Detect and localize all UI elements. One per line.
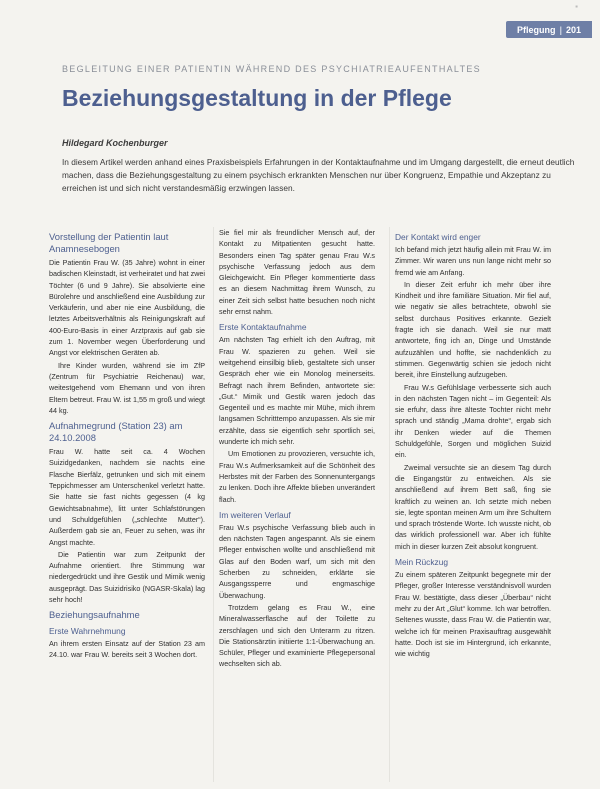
section-label: Pflegung (516, 24, 556, 35)
paragraph: Trotzdem gelang es Frau W., eine Mineralwasserflasche auf der Toilette zu zerschlagen und sich den Unterarm zu ritzen. Die Stationsärztin initiierte 1:1-Überwachung an. Schüler, Pfleger und examinierte Pflegepersonal wechselten sich ab. (219, 602, 375, 669)
paragraph: Zweimal versuchte sie an diesem Tag durch die Eingangstür zu entweichen. Als sie anschließend auf ihrem Bett saß, fing sie kraftlich zu weinen an. Ich setzte mich neben sie, legte spontan meinen Arm um ihre Schultern und sprach tröstende Worte. Ich wusste nicht, ob das wirklich professionell war. Aber ich fühlte mich in dieser kurzen Zeit absolut kongruent. (395, 462, 551, 551)
column-1 (49, 227, 205, 661)
column-divider (213, 227, 214, 782)
paragraph: Um Emotionen zu provozieren, versuchte ich, Frau W.s Aufmerksamkeit auf die Schönheit des Herbstes mit der Farben des Sonnenuntergangs zu lenken. Doch ihre Affekte blieben unverändert flach. (219, 449, 375, 504)
paragraph: Zu einem späteren Zeitpunkt begegnete mir der Pfleger, großer Interesse verständnisvoll wurden Frau W. bestätigte, dass dieser „Überbau“ nicht mehr zu der Art „Glut“ komme. Ich war betroffen. Seltenes wusste, dass Frau W. die Patientin war, welche ich für meinen Praxisauftrag ausgewählt hatte. Doch ist sie im Hintergrund, ich erkannte, wie wichtig (395, 570, 551, 659)
paragraph: Ihre Kinder wurden, während sie im ZfP (Zentrum für Psychiatrie Reichenau) war, weitestgehend vom Ehemann und von ihren Eltern betreut. Frau W. ist 1,55 m groß und wiegt 44 kg. (49, 360, 205, 415)
column-2 (219, 227, 375, 671)
paragraph: Sie fiel mir als freundlicher Mensch auf, der Kontakt zu Mitpatienten gesucht hatte. Besonders einen Tag später genau Frau W.s psychische Verfassung jedoch aus dem Gleichgewicht. Ein Pfleger kommentierte dass es an diesem Nachmittag ihrem Wunsch, zu einer Zeit sich selbst hatte besuchen noch nicht sehr ernst nahm. (219, 228, 375, 317)
paragraph: In dieser Zeit erfuhr ich mehr über ihre Kindheit und ihre familiäre Situation. Mir fiel auf, wie negativ sie alles betrachtete, obwohl sie selbst durchaus Positives erkannte. Gezielt fragte ich sie danach. Weil sie nur matt antwortete, fing ich an, Dinge und Umstände aufzuzählen und hoffte, sie nachdenklich zu stimmen. Gegenwärtig schien sie jedoch nicht bereit, ihre Einstellung aufzugeben. (395, 279, 551, 380)
subsection-heading: Der Kontakt wird enger (395, 232, 481, 242)
article-author: Hildegard Kochenburger (62, 138, 168, 148)
paragraph: An ihrem ersten Einsatz auf der Station 23 am 24.10. war Frau W. bereits seit 3 Wochen dort. (49, 638, 205, 660)
section-heading: Beziehungsaufnahme (49, 609, 140, 621)
paragraph: Die Patientin Frau W. (35 Jahre) wohnt in einer badischen Kleinstadt, ist verheiratet und hat zwei Töchter (6 und 9 Jahre). Sie absolvierte eine Bürolehre und anschließend eine Ausbildung zur Verkäuferin, und aber nie eine Ausbildung, die letztes Arbeitsverhältnis als Reinigungskraft auf 400-Euro-Basis in einer Arztpraxis auf gab sie zum 1. November wegen Überforderung und Angst vor elektrischen Geräten ab. (49, 258, 205, 358)
section-heading: Vorstellung der Patientin laut Anamnesebogen (49, 231, 169, 254)
article-lead: In diesem Artikel werden anhand eines Praxisbeispiels Erfahrungen in der Kontaktaufnahme und im Umgang dargestellt, die erneut deutlich machen, dass die Beziehungsgestaltung zu einem psychisch erkrankten Menschen nur über Kongruenz, Empathie und Akzeptanz zu erreichen ist und sich nicht verstandesmäßig erzwingen lassen. (62, 157, 575, 193)
paragraph: Frau W. hatte seit ca. 4 Wochen Suizidgedanken, nachdem sie nachts eine Flasche Bierfälz, getrunken und sich mit einem Teppichmesser am Unterschenkel verletzt hatte. Sie hatte sie fast nichts gegessen (4 kg Gewichtsabnahme), litt unter Schlafstörungen und Schuldgefühlen („schlechte Mutter“). Außerdem gab sie an, Feuer zu sehen, was ihr Angst machte. (49, 447, 205, 547)
column-divider (389, 227, 390, 782)
article-title: Beziehungsgestaltung in der Pflege (62, 85, 452, 111)
paragraph: Frau W.s Gefühlslage verbesserte sich auch in den nächsten Tagen nicht – im Gegenteil: Als sie erfuhr, dass ihre älteste Tochter nicht mehr sprach und ständig „Mama drohte“, ergab sich ihr Denken wieder auf die Themen Schuldgefühle, Sorgen und möglichen Suizid ein. (395, 382, 551, 460)
section-tab (506, 21, 592, 38)
page-header (0, 0, 600, 40)
paragraph: Die Patientin war zum Zeitpunkt der Aufnahme orientiert. Ihre Stimmung war niedergedrückt und ihre Gestik und Mimik wenig ausgeprägt. Das Suizidrisiko (NGASR-Skala) lag sehr hoch! (49, 549, 205, 605)
page-number: 201 (566, 24, 582, 35)
article-kicker: BEGLEITUNG EINER PATIENTIN WÄHREND DES PSYCHIATRIEAUFENTHALTES (62, 64, 481, 74)
scan-mark-icon: ▪ (575, 2, 578, 11)
paragraph: Frau W.s psychische Verfassung blieb auch in den nächsten Tagen angespannt. Als sie einem Pfleger entwischen wollte und anschließend mit Glas auf den Boden warf, um sich mit den Scherben zu schneiden, erklärte sie Ausgangssperre und engmaschige Überwachung. (219, 522, 375, 600)
subsection-heading: Im weiteren Verlauf (219, 509, 291, 520)
paragraph: Am nächsten Tag erhielt ich den Auftrag, mit Frau W. spazieren zu gehen. Weil sie weitgehend einsilbig blieb, gestaltete sich unser Gespräch eher wie ein Monolog meinerseits. Befragt nach ihrem Befinden, antwortete sie: „Gut.“ Mimik und Gestik waren jedoch das Gegenteil und es machte mir Mühe, mich ihrem langsamen Schritttempo anzupassen. Als sie mir erzählte, dass sie eigentlich sehr sportlich sei, wunderte ich mich sehr. (219, 335, 375, 447)
section-heading: Aufnahmegrund (Station 23) am 24.10.2008 (49, 420, 183, 443)
separator-icon: | (559, 24, 562, 35)
subsection-heading: Mein Rückzug (395, 557, 449, 568)
column-3 (395, 227, 551, 660)
subsection-heading: Erste Wahrnehmung (49, 625, 126, 636)
subsection-heading: Erste Kontaktaufnahme (219, 322, 307, 333)
paragraph: Ich befand mich jetzt häufig allein mit Frau W. im Zimmer. Wir waren uns nun lange nicht mehr so fremd wie am Anfang. (395, 245, 551, 277)
